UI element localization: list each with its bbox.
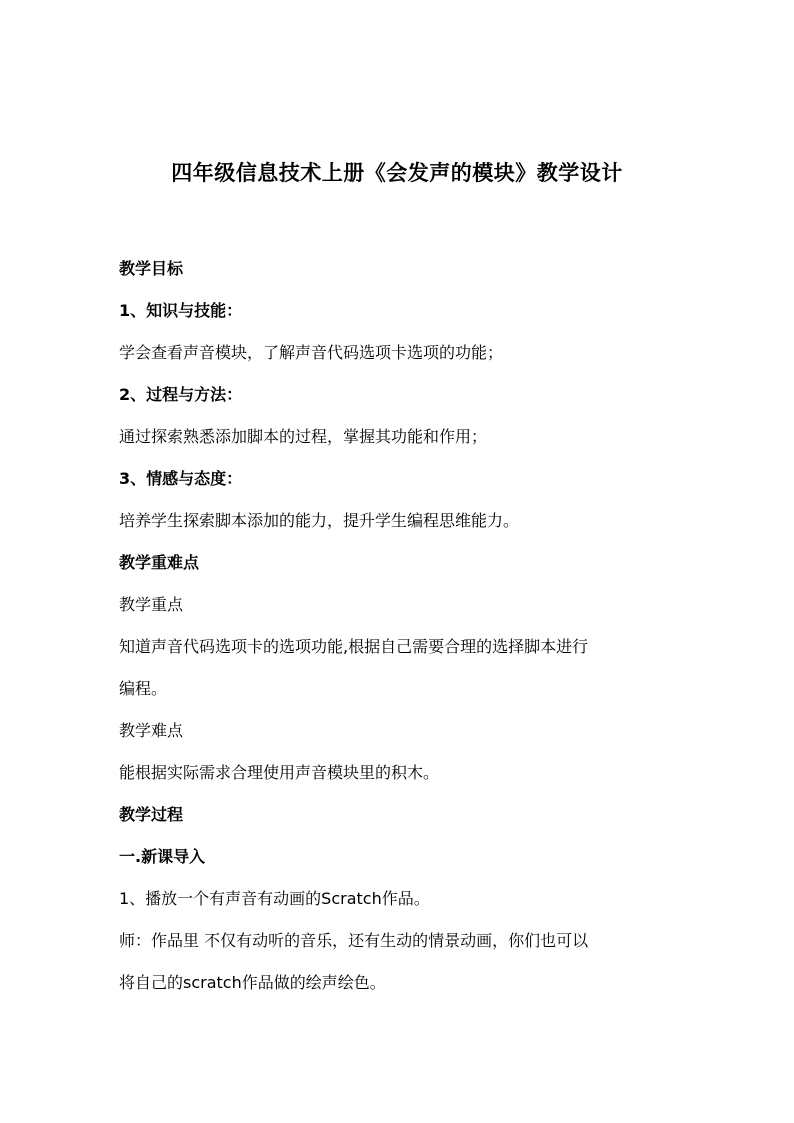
paragraph-key-point-line-1: 知道声音代码选项卡的选项功能,根据自己需要合理的选择脚本进行: [119, 637, 589, 656]
paragraph-emotion-attitude: 培养学生探索脚本添加的能力，提升学生编程思维能力。: [119, 511, 520, 530]
heading-teaching-goals: 教学目标: [119, 259, 184, 278]
document-title: 四年级信息技术上册《会发声的模块》教学设计: [171, 161, 623, 185]
subheading-process-method: 2、过程与方法：: [119, 385, 243, 404]
paragraph-key-point-line-2: 编程。: [119, 679, 168, 698]
subheading-emotion-attitude: 3、情感与态度：: [119, 469, 243, 488]
paragraph-play-scratch-work: 1、播放一个有声音有动画的Scratch作品。: [119, 889, 430, 908]
heading-teaching-process: 教学过程: [119, 805, 184, 824]
paragraph-difficult-point: 能根据实际需求合理使用声音模块里的积木。: [119, 763, 440, 782]
paragraph-teacher-remark-line-2: 将自己的scratch作品做的绘声绘色。: [119, 973, 386, 992]
subheading-knowledge-skills: 1、知识与技能：: [119, 301, 243, 320]
paragraph-process-method: 通过探索熟悉添加脚本的过程，掌握其功能和作用；: [119, 427, 488, 446]
label-key-point: 教学重点: [119, 595, 184, 614]
subheading-new-lesson-intro: 一.新课导入: [119, 847, 206, 866]
label-difficult-point: 教学难点: [119, 721, 184, 740]
paragraph-teacher-remark-line-1: 师：作品里 不仅有动听的音乐，还有生动的情景动画，你们也可以: [119, 931, 589, 950]
paragraph-knowledge-skills: 学会查看声音模块，了解声音代码选项卡选项的功能；: [119, 343, 504, 362]
heading-key-difficult-points: 教学重难点: [119, 553, 200, 572]
